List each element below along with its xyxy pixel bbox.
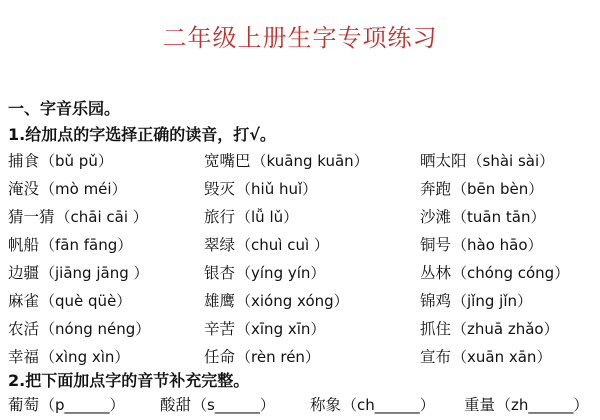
exercise-word: 宣布 [420, 348, 452, 366]
pinyin-choices[interactable]: （hiǔ huǐ） [236, 180, 318, 198]
exercise-word: 农活 [8, 320, 40, 338]
pinyin-choices[interactable]: （bēn bèn） [452, 180, 544, 198]
fill-item [464, 393, 588, 415]
section-heading: 一、字音乐园。 [8, 99, 121, 118]
pinyin-choices[interactable]: （xióng xóng） [236, 292, 349, 310]
exercise-word: 锦鸡 [420, 292, 452, 310]
pinyin-choices[interactable]: （yíng yín） [236, 264, 326, 282]
exercise-word: 银杏 [204, 264, 236, 282]
exercise-item [420, 317, 559, 339]
exercise-item [204, 289, 349, 311]
exercise-item [8, 261, 149, 283]
exercise-item [420, 345, 551, 367]
exercise-item [8, 345, 129, 367]
exercise-row [0, 261, 600, 287]
exercise-word: 铜号 [420, 236, 452, 254]
exercise-word: 丛林 [420, 264, 452, 282]
pinyin-choices[interactable]: （bǔ pǔ） [40, 152, 113, 170]
exercise-item [8, 177, 127, 199]
pinyin-choices[interactable]: （què qüè） [40, 292, 132, 310]
fill-blank[interactable]: （s______） [192, 396, 275, 414]
pinyin-choices[interactable]: （chāi cāi ） [55, 208, 148, 226]
pinyin-choices[interactable]: （lǚ lǔ） [236, 208, 299, 226]
exercise-row [0, 317, 600, 343]
exercise-row [0, 149, 600, 175]
exercise-word: 麻雀 [8, 292, 40, 310]
pinyin-choices[interactable]: （zhuā zhǎo） [452, 320, 559, 338]
exercise-row [0, 289, 600, 315]
fill-blank[interactable]: （zh______） [496, 396, 589, 414]
exercise-item [8, 149, 113, 171]
pinyin-choices[interactable]: （mò méi） [40, 180, 127, 198]
exercise-word: 捕食 [8, 152, 40, 170]
exercise-word: 边疆 [8, 264, 40, 282]
exercise-item [420, 261, 569, 283]
pinyin-choices[interactable]: （fān fāng） [40, 236, 133, 254]
fill-blank[interactable]: （ch______） [342, 396, 435, 414]
exercise-item [420, 233, 543, 255]
question-2-heading: 2.把下面加点字的音节补充完整。 [8, 371, 250, 390]
exercise-word: 旅行 [204, 208, 236, 226]
fill-word: 称象 [310, 396, 342, 414]
pinyin-choices[interactable]: （rèn rén） [236, 348, 320, 366]
exercise-item [8, 289, 131, 311]
exercise-word: 猜一猜 [8, 208, 55, 226]
exercise-item [204, 149, 369, 171]
pinyin-choices[interactable]: （kuāng kuān） [251, 152, 369, 170]
exercise-item [204, 345, 320, 367]
pinyin-choices[interactable]: （xīng xīn） [236, 320, 326, 338]
question-1-heading: 1.给加点的字选择正确的读音，打√。 [8, 125, 276, 144]
fill-blank[interactable]: （p______） [40, 396, 125, 414]
exercise-word: 抓住 [420, 320, 452, 338]
fill-word: 酸甜 [160, 396, 192, 414]
exercise-item [8, 205, 148, 227]
fill-in-row [0, 393, 600, 419]
exercise-item [204, 261, 325, 283]
exercise-item [204, 205, 298, 227]
pinyin-choices[interactable]: （hào hāo） [452, 236, 543, 254]
exercise-row [0, 205, 600, 231]
fill-word: 葡萄 [8, 396, 40, 414]
pinyin-choices[interactable]: （xuān xān） [452, 348, 552, 366]
fill-word: 重量 [464, 396, 496, 414]
pinyin-choices[interactable]: （tuān tān） [452, 208, 546, 226]
exercise-word: 沙滩 [420, 208, 452, 226]
exercise-word: 幸福 [8, 348, 40, 366]
exercise-item [420, 149, 554, 171]
exercise-word: 毁灭 [204, 180, 236, 198]
exercise-word: 翠绿 [204, 236, 236, 254]
exercise-item [8, 317, 150, 339]
exercise-word: 雄鹰 [204, 292, 236, 310]
exercise-item [204, 177, 317, 199]
exercise-word: 帆船 [8, 236, 40, 254]
pinyin-choices[interactable]: （jǐng jǐn） [452, 292, 532, 310]
exercise-word: 晒太阳 [420, 152, 467, 170]
worksheet-title: 二年级上册生字专项练习 [162, 24, 438, 52]
exercise-word: 宽嘴巴 [204, 152, 251, 170]
exercise-item [420, 177, 543, 199]
exercise-row [0, 177, 600, 203]
exercise-word: 任命 [204, 348, 236, 366]
exercise-item [420, 205, 545, 227]
exercise-item [204, 233, 329, 255]
pinyin-choices[interactable]: （chóng cóng） [452, 264, 570, 282]
pinyin-choices[interactable]: （jiāng jāng ） [40, 264, 149, 282]
exercise-item [8, 233, 132, 255]
pinyin-choices[interactable]: （nóng néng） [40, 320, 151, 338]
exercise-word: 淹没 [8, 180, 40, 198]
fill-item [310, 393, 435, 415]
exercise-word: 奔跑 [420, 180, 452, 198]
pinyin-choices[interactable]: （xìng xìn） [40, 348, 130, 366]
exercise-item [420, 289, 532, 311]
pinyin-choices[interactable]: （shài sài） [467, 152, 555, 170]
pinyin-choices[interactable]: （chuì cuì ） [236, 236, 329, 254]
fill-item [160, 393, 275, 415]
fill-item [8, 393, 125, 415]
exercise-row [0, 233, 600, 259]
exercise-word: 辛苦 [204, 320, 236, 338]
exercise-item [204, 317, 325, 339]
